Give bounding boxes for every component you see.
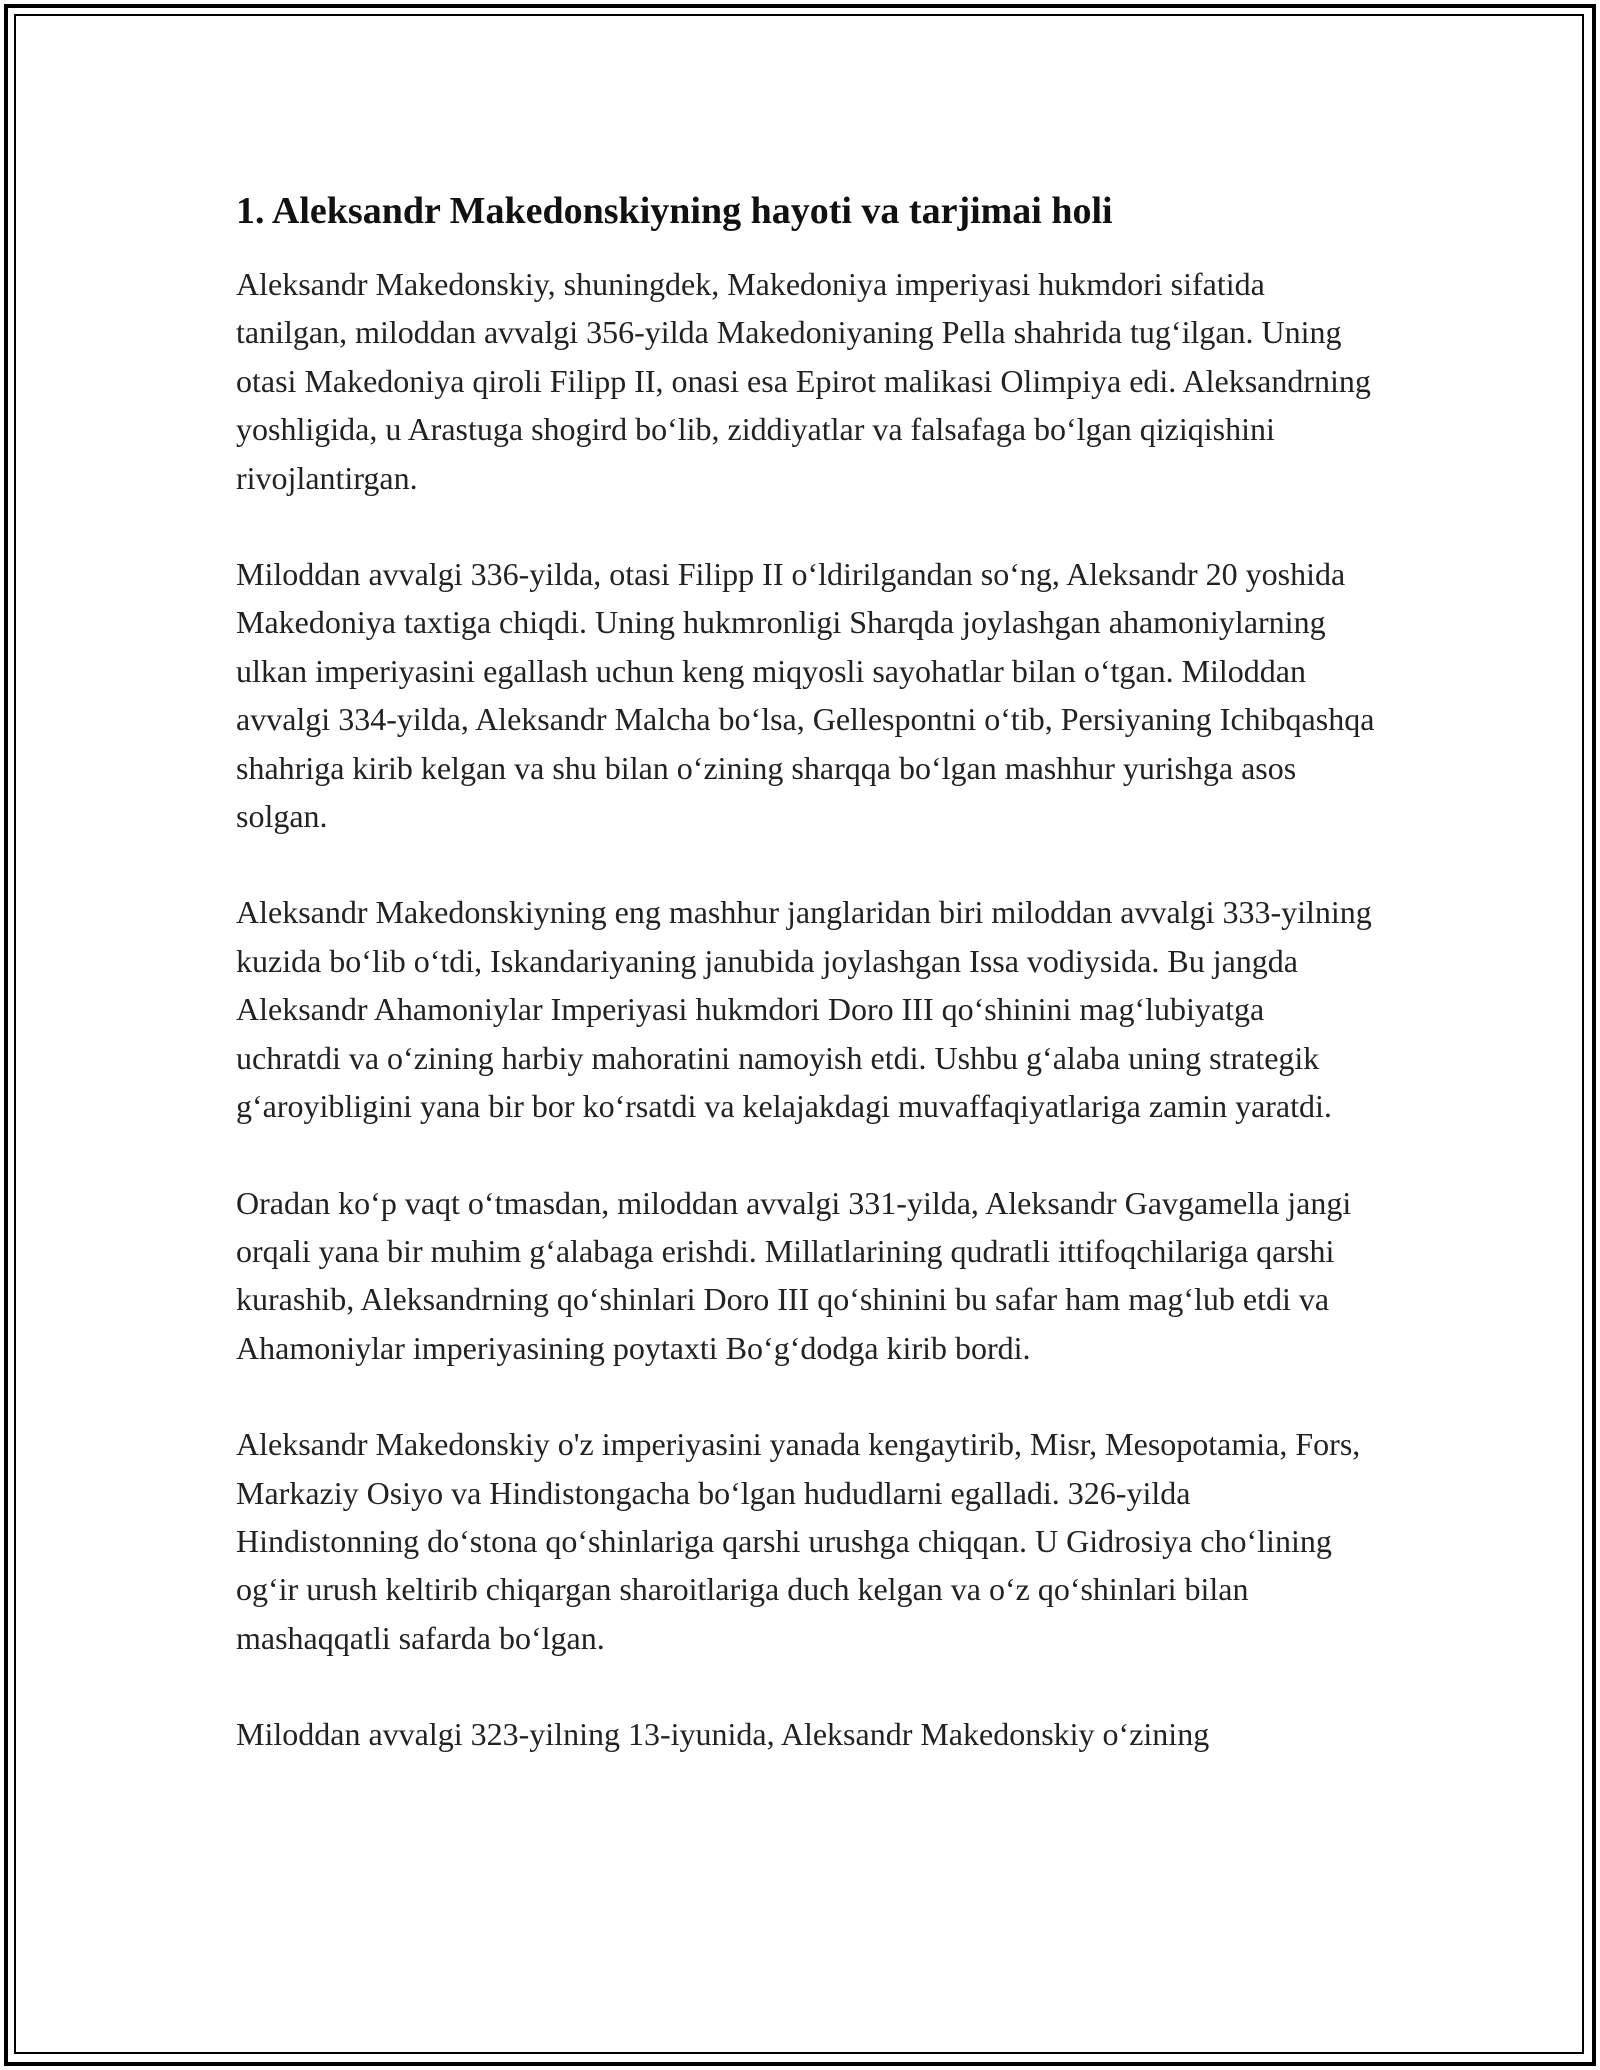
paragraph-gaugamela-battle: Oradan ko‘p vaqt o‘tmasdan, miloddan avvalgi 331-yilda, Aleksandr Gavgamella jangi orqali yana bir muhim g‘alabaga erishdi. Millatlarining qudratli ittifoqchilariga qarshi kurashib, Aleksandrning qo‘shinlari Doro III qo‘shinini bu safar ham mag‘lub etdi va Ahamoniylar imperiyasining poytaxti Bo‘g‘dodga kirib bordi.	[236, 1184, 1352, 1366]
section-title: 1. Aleksandr Makedonskiyning hayoti va tarjimai holi	[236, 190, 1113, 232]
paragraph-birth: Aleksandr Makedonskiy, shuningdek, Makedoniya imperiyasi hukmdori sifatida tanilgan, miloddan avvalgi 356-yilda Makedoniyaning Pella shahrida tug‘ilgan. Uning otasi Makedoniya qiroli Filipp II, onasi esa Epirot malikasi Olimpiya edi. Aleksandrning yoshligida, u Arastuga shogird bo‘lib, ziddiyatlar va falsafaga bo‘lgan qiziqishini rivojlantirgan.	[236, 266, 1371, 496]
paragraph-accession: Miloddan avvalgi 336-yilda, otasi Filipp II o‘ldirilgandan so‘ng, Aleksandr 20 yoshida Makedoniya taxtiga chiqdi. Uning hukmronligi Sharqda joylashgan ahamoniylarning ulkan imperiyasini egallash uchun keng miqyosli sayohatlar bilan o‘tgan. Miloddan avvalgi 334-yilda, Aleksandr Malcha bo‘lsa, Gellespontni o‘tib, Persiyaning Ichibqashqa shahriga kirib kelgan va shu bilan o‘zining sharqqa bo‘lgan mashhur yurishga asos solgan.	[236, 556, 1375, 835]
paragraph-death: Miloddan avvalgi 323-yilning 13-iyunida, Aleksandr Makedonskiy o‘zining	[236, 1716, 1210, 1753]
document-body	[236, 186, 1376, 1807]
paragraph-empire-expansion: Aleksandr Makedonskiy o'z imperiyasini yanada kengaytirib, Misr, Mesopotamia, Fors, Markaziy Osiyo va Hindistongacha bo‘lgan hududlarni egalladi. 326-yilda Hindistonning do‘stona qo‘shinlariga qarshi urushga chiqqan. U Gidrosiya cho‘lining og‘ir urush keltirib chiqargan sharoitlariga duch kelgan va o‘z qo‘shinlari bilan mashaqqatli safarda bo‘lgan.	[236, 1426, 1361, 1656]
paragraph-issus-battle: Aleksandr Makedonskiyning eng mashhur janglaridan biri miloddan avvalgi 333-yilning kuzida bo‘lib o‘tdi, Iskandariyaning janubida joylashgan Issa vodiysida. Bu jangda Aleksandr Ahamoniylar Imperiyasi hukmdori Doro III qo‘shinini mag‘lubiyatga uchratdi va o‘zining harbiy mahoratini namoyish etdi. Ushbu g‘alaba uning strategik g‘aroyibligini yana bir bor ko‘rsatdi va kelajakdagi muvaffaqiyatlariga zamin yaratdi.	[236, 894, 1372, 1125]
